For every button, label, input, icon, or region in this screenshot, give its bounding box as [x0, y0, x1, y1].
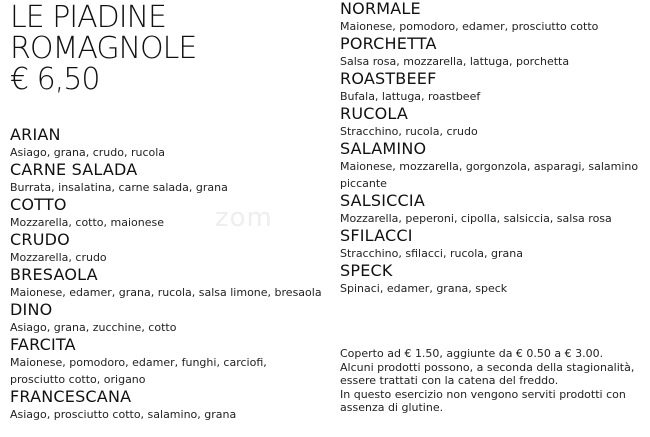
- item-name: BRESAOLA: [10, 265, 98, 284]
- menu-item: [10, 161, 325, 196]
- item-name: CRUDO: [10, 230, 70, 249]
- menu-item: [10, 126, 325, 161]
- item-description: Maionese, pomodoro, edamer, funghi, carciofi, prosciutto cotto, origano: [10, 356, 267, 386]
- left-item-list: [10, 126, 325, 423]
- menu-item: [340, 262, 645, 297]
- item-description: Salsa rosa, mozzarella, lattuga, porchetta: [340, 55, 570, 68]
- cover-charge-note: Coperto ad € 1.50, aggiunte da € 0.50 a € 3.00.: [340, 347, 604, 360]
- menu-item: [10, 231, 325, 266]
- watermark: zom: [215, 203, 273, 233]
- item-name: RUCOLA: [340, 104, 409, 123]
- item-description: Stracchino, rucola, crudo: [340, 125, 478, 138]
- gluten-note: In questo esercizio non vengono serviti prodotti con assenza di glutine.: [340, 387, 626, 414]
- menu-item: [340, 70, 645, 105]
- item-name: ARIAN: [10, 125, 61, 144]
- item-name: CARNE SALADA: [10, 160, 138, 179]
- menu-item: [10, 336, 325, 388]
- menu-item: [340, 192, 645, 227]
- menu-item: [10, 266, 325, 301]
- price: € 6,50: [10, 62, 100, 97]
- menu-item: [340, 105, 645, 140]
- menu-item: [10, 301, 325, 336]
- menu-title: [10, 2, 196, 95]
- menu-notes: [340, 347, 645, 415]
- menu-item: [340, 140, 645, 192]
- menu-item: [340, 227, 645, 262]
- item-description: Maionese, mozzarella, gorgonzola, asparagi, salamino piccante: [340, 160, 639, 190]
- item-name: FARCITA: [10, 335, 76, 354]
- item-description: Asiago, grana, zucchine, cotto: [10, 321, 177, 334]
- item-name: ROASTBEEF: [340, 69, 437, 88]
- item-description: Mozzarella, crudo: [10, 251, 107, 264]
- item-name: SPECK: [340, 261, 393, 280]
- item-description: Maionese, pomodoro, edamer, prosciutto cotto: [340, 20, 599, 33]
- item-name: SFILACCI: [340, 226, 413, 245]
- item-description: Mozzarella, cotto, maionese: [10, 216, 165, 229]
- item-description: Bufala, lattuga, roastbeef: [340, 90, 481, 103]
- menu-item: [10, 196, 325, 231]
- title-line-1: LE PIADINE: [10, 0, 167, 35]
- item-name: COTTO: [10, 195, 67, 214]
- item-name: SALAMINO: [340, 139, 427, 158]
- item-description: Spinaci, edamer, grana, speck: [340, 282, 508, 295]
- item-description: Stracchino, sfilacci, rucola, grana: [340, 247, 523, 260]
- item-name: PORCHETTA: [340, 34, 437, 53]
- menu-item: [340, 35, 645, 70]
- item-description: Asiago, prosciutto cotto, salamino, grana: [10, 408, 237, 421]
- item-description: Asiago, grana, crudo, rucola: [10, 146, 166, 159]
- right-item-list: [340, 0, 645, 297]
- item-name: SALSICCIA: [340, 191, 425, 210]
- item-name: NORMALE: [340, 0, 421, 18]
- item-name: DINO: [10, 300, 53, 319]
- cold-chain-note: Alcuni prodotti possono, a seconda della stagionalità, essere trattati con la catena del freddo.: [340, 360, 635, 387]
- menu-item: [10, 388, 325, 423]
- item-description: Maionese, edamer, grana, rucola, salsa limone, bresaola: [10, 286, 322, 299]
- item-description: Burrata, insalatina, carne salada, grana: [10, 181, 228, 194]
- title-line-2: ROMAGNOLE: [10, 31, 197, 66]
- item-name: FRANCESCANA: [10, 387, 132, 406]
- menu-item: [340, 0, 645, 35]
- item-description: Mozzarella, peperoni, cipolla, salsiccia, salsa rosa: [340, 212, 612, 225]
